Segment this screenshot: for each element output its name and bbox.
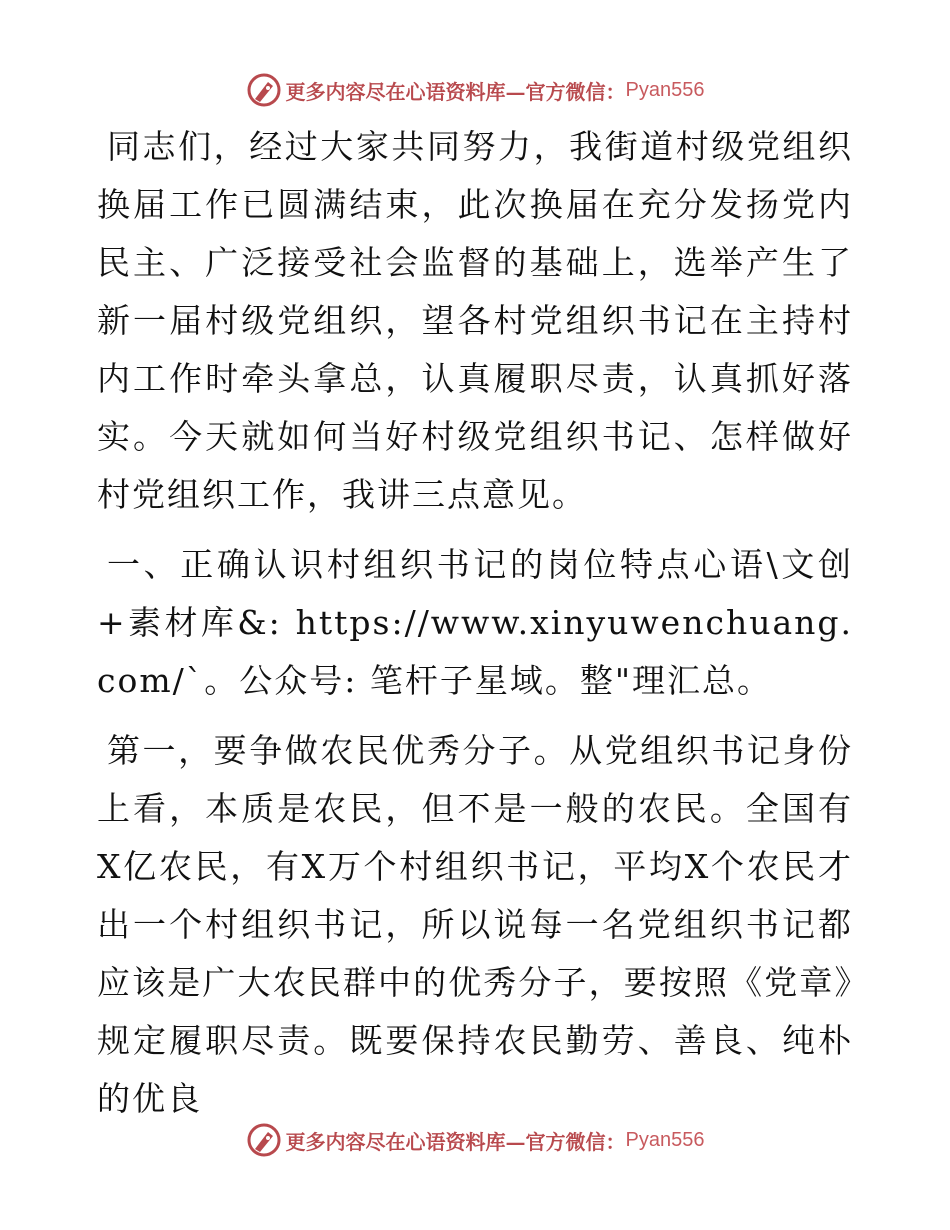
wechat-id: Pyan556 — [625, 78, 705, 101]
pen-nib-icon — [246, 72, 282, 108]
watermark-text: 更多内容尽在心语资料库—官方微信： — [285, 79, 626, 104]
pen-nib-icon — [246, 1122, 282, 1158]
paragraph-section-heading: 一、正确认识村组织书记的岗位特点心语\文创+素材库&: https://www.xinyuwenchuang.com/`。公众号: 笔杆子星域。整"理汇总。 — [97, 545, 853, 700]
document-body — [97, 118, 853, 1128]
header-watermark — [0, 70, 950, 110]
wechat-id: Pyan556 — [625, 1128, 705, 1151]
footer-watermark — [0, 1120, 950, 1160]
paragraph-first-point: 第一，要争做农民优秀分子。从党组织书记身份上看，本质是农民，但不是一般的农民。全国有X亿农民，有X万个村组织书记，平均X个农民才出一个村组织书记，所以说每一名党组织书记都应该是广大农民群中的优秀分子，要按照《党章》规定履职尽责。既要保持农民勤劳、善良、纯朴的优良 — [97, 731, 853, 1118]
watermark-text: 更多内容尽在心语资料库—官方微信： — [285, 1129, 626, 1154]
paragraph-intro: 同志们，经过大家共同努力，我街道村级党组织换届工作已圆满结束，此次换届在充分发扬党内民主、广泛接受社会监督的基础上，选举产生了新一届村级党组织，望各村党组织书记在主持村内工作时牵头拿总，认真履职尽责，认真抓好落实。今天就如何当好村级党组织书记、怎样做好村党组织工作，我讲三点意见。 — [97, 127, 853, 514]
